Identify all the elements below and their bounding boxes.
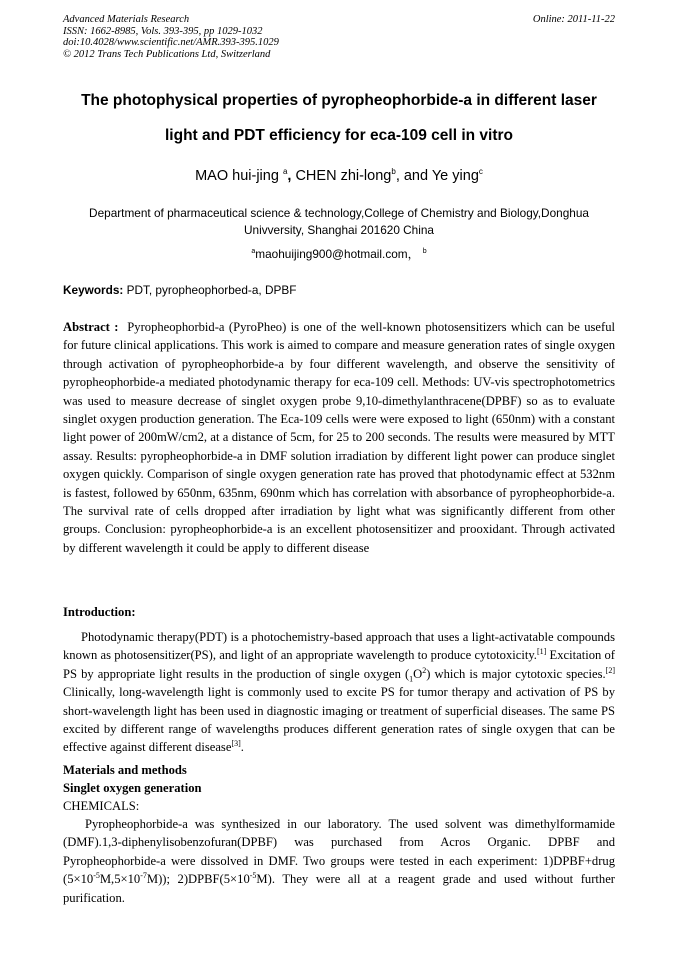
email-sup-b: b [422,248,427,256]
intro-text-3: ) which is major cytotoxic species. [426,666,606,681]
chem-text-3: M)); 2)DPBF(5×10 [146,872,250,887]
affiliation-line-1: Department of pharmaceutical science & technology,College of Chemistry and Biology,Donghua [89,206,589,220]
author-2: CHEN zhi-long [295,168,392,184]
author-1-affil: a [282,167,288,177]
oxygen-symbol: O [413,666,423,681]
singlet-oxygen-heading: Singlet oxygen generation [63,781,202,795]
email-sup-a: a [251,248,256,256]
abstract [63,318,615,557]
title-line-2: light and PDT efficiency for eca-109 cell in vitro [165,127,513,144]
abstract-label: Abstract : [63,320,119,334]
keywords-label: Keywords: [63,283,124,297]
exponent-3: -5 [249,871,257,881]
journal-name: Advanced Materials Research [63,14,190,25]
title-line-1: The photophysical properties of pyropheophorbide-a in different laser [81,92,597,109]
introduction-paragraph [63,628,615,757]
doi-line: doi:10.4028/www.scientific.net/AMR.393-395.1029 [63,37,279,48]
keywords-text: PDT, pyropheophorbed-a, DPBF [126,283,297,297]
chem-text-1: Pyropheophorbide-a was synthesized in our laboratory. The used solvent was dimethylformamide (DMF).1,3-diphenylisobenzofuran(DPBF) was purchased from Acros Organic. DPBF and Pyropheophorbide-a were dissolved in DMF. Two groups were tested in each experiment: 1)DPBF+drug (5×10 [63,817,615,887]
author-sep-1: , [287,168,296,184]
exponent-2: -7 [140,871,147,881]
citation-1[interactable]: [1] [536,647,547,657]
affiliation-line-2: Univversity, Shanghai 201620 China [244,223,434,237]
introduction-heading: Introduction: [63,605,136,619]
methods-heading: Materials and methods [63,763,187,777]
online-date: Online: 2011-11-22 [532,14,615,25]
oxygen-sup: 2 [422,665,427,675]
exponent-1: -5 [93,871,100,881]
oxygen-sub: 1 [409,674,414,684]
citation-2[interactable]: [2] [605,665,615,675]
author-3: Ye ying [431,168,479,184]
author-1: MAO hui-jing [195,168,279,184]
keywords [63,283,296,297]
chem-text-2: M,5×10 [99,872,141,887]
email-address: maohuijing900@hotmail.com， [255,247,420,261]
author-3-affil: c [478,167,483,177]
email-line [63,245,615,262]
copyright-line: © 2012 Trans Tech Publications Ltd, Switzerland [63,48,271,60]
journal-header [63,14,615,60]
author-sep-2: , and [395,168,432,184]
intro-text-1: Photodynamic therapy(PDT) is a photochemistry-based approach that uses a light-activatable compounds known as photosensitizer(PS), and light of an appropriate wavelength to produce cytotoxicity. [63,630,615,663]
chemicals-paragraph [63,815,615,907]
author-list [40,168,638,184]
author-2-affil: b [391,167,396,177]
intro-text-5: . [240,740,244,755]
intro-text-4: Clinically, long-wavelength light is commonly used to excite PS for tumor therapy and activation of PS by short-wavelength light has been used in diagnostic imaging or treatment of superficial diseases. The same PS excited by different range of wavelengths produces different generation rates of single oxygen that can be effective against different disease [63,685,615,755]
chem-text-4: M). They were all at a reagent grade and used without further purification. [63,872,615,905]
intro-text-2: Excitation of PS by appropriate light results in the production of single oxygen ( [63,648,616,681]
abstract-text: Pyropheophorbid-a (PyroPheo) is one of the well-known photosensitizers which can be useful for future clinical applications. This work is aimed to compare and measure generation rates of single oxygen through activation of pyropheophorbide-a by four different wavelength, and observe the sensitivity of pyropheophorbide-a mediated photodynamic therapy for eca-109 cell. Methods: UV-vis spectrophotometrics was used to measure decrease of singlet oxygen probe 9,10-dimethylanthracene(DPBF) so as to evaluate singlet oxygen production generation. The Eca-109 cells were were exposed to light (650nm) with a constant light power of 200mW/cm2, at a distance of 5cm, for 25 to 200 seconds. The results were measured by MTT assay. Results: pyropheophorbide-a in DMF solution irradiation by different light power can produce singlet oxygen quickly. Comparison of single oxygen generation rate has proved that photodynamic effect at 532nm is fastest, followed by 650nm, 635nm, 690nm which has correlation with absorbance of pyropheophorbide-a. The survival rate of cells dropped after irradiation by light what was significantly different from other groups. Conclusion: pyropheophorbide-a is an excellent photosensitizer and prooxidant. Through activated by different wavelength it could be apply to different disease [63,320,615,555]
citation-3[interactable]: [3] [231,739,241,749]
issn-line: ISSN: 1662-8985, Vols. 393-395, pp 1029-1032 [63,25,263,37]
chemicals-heading: CHEMICALS: [63,799,140,813]
